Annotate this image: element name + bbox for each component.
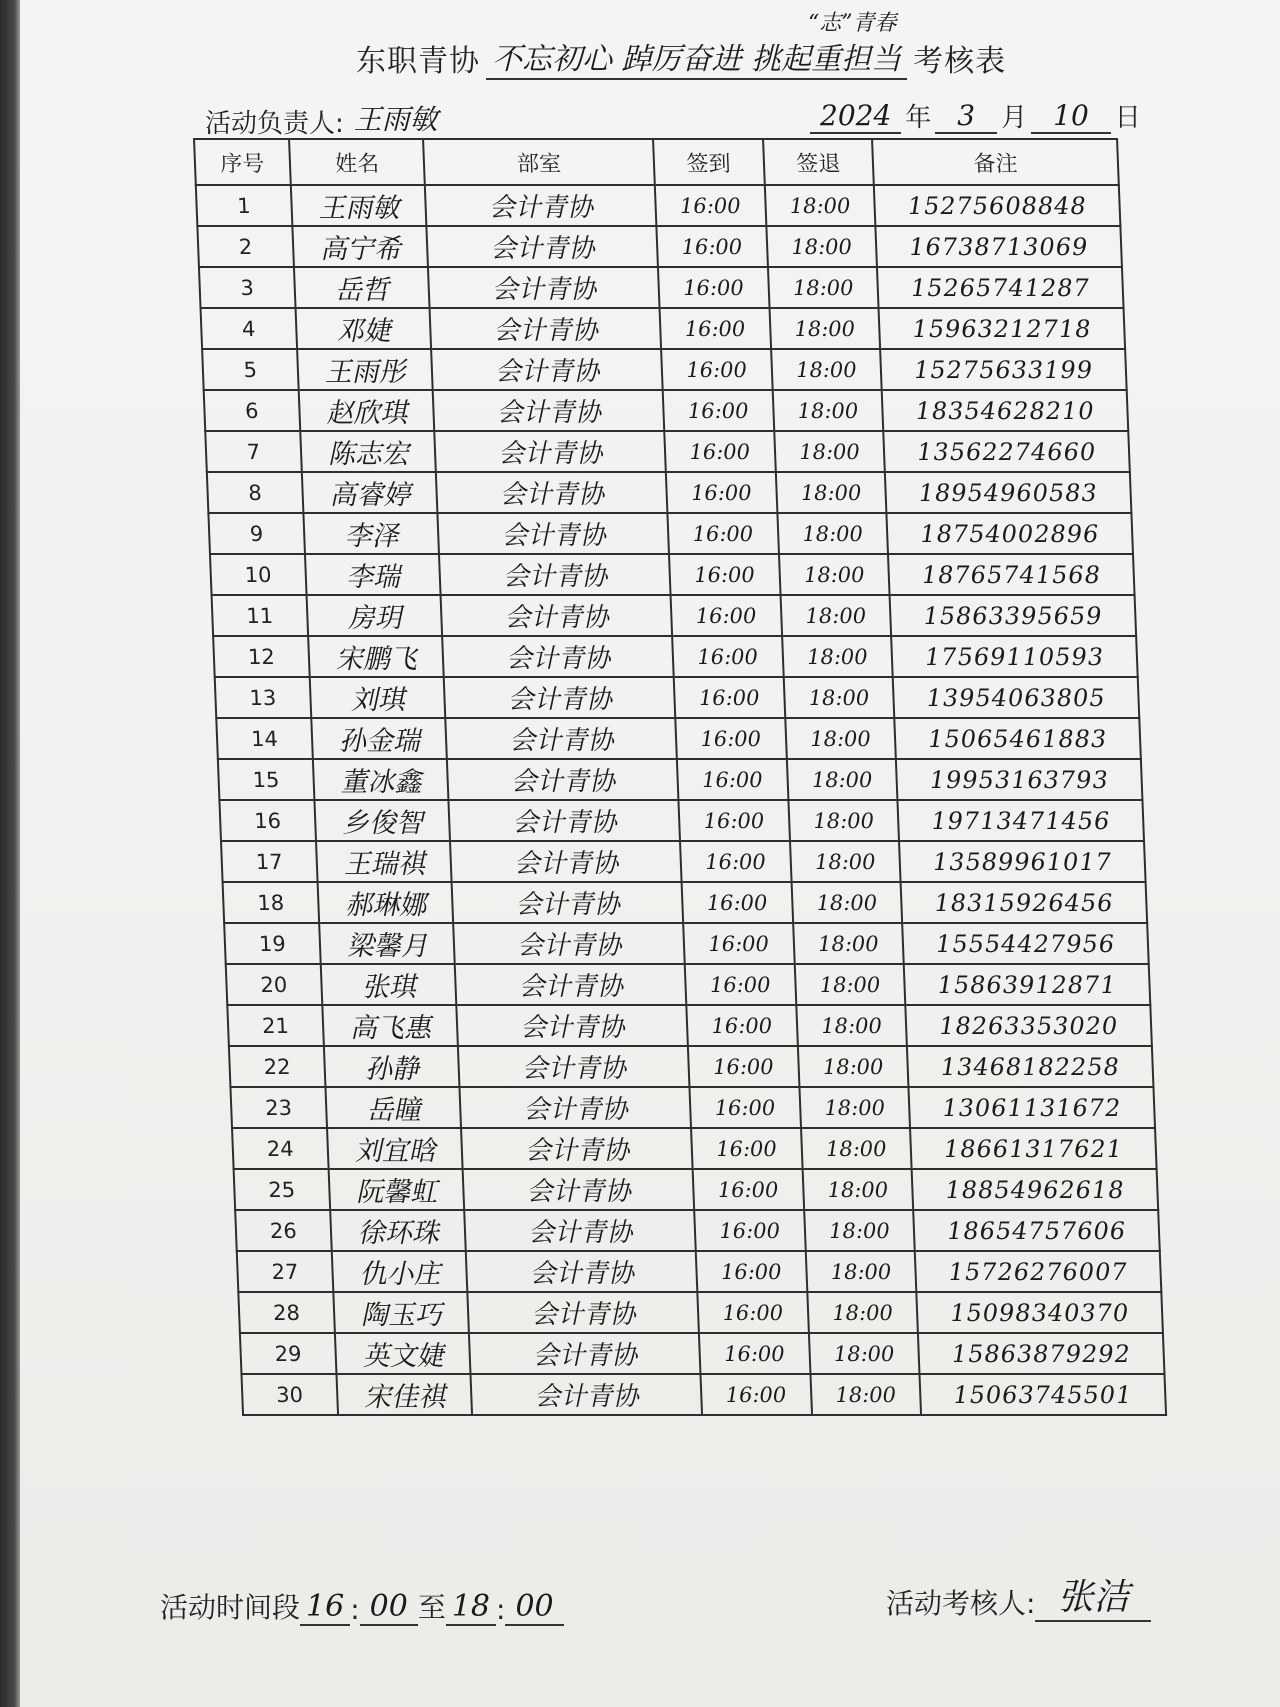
check-in-time: 16:00 xyxy=(667,513,778,554)
col-header-no: 序号 xyxy=(194,139,291,185)
row-number: 23 xyxy=(230,1087,326,1128)
attendance-table xyxy=(193,138,1167,1416)
check-in-time: 16:00 xyxy=(691,1128,802,1169)
note-phone: 13562274660 xyxy=(884,431,1130,472)
table-row xyxy=(215,677,1140,718)
row-number: 15 xyxy=(218,759,314,800)
check-in-time: 16:00 xyxy=(700,1374,811,1415)
table-row xyxy=(208,513,1133,554)
note-phone: 13954063805 xyxy=(893,677,1139,718)
check-out-time: 18:00 xyxy=(799,1087,910,1128)
check-out-time: 18:00 xyxy=(797,1046,908,1087)
date-line xyxy=(810,90,1141,134)
check-in-time: 16:00 xyxy=(658,267,769,308)
row-number: 6 xyxy=(204,390,300,431)
department: 会计青协 xyxy=(469,1333,700,1374)
check-out-time: 18:00 xyxy=(783,677,894,718)
table-row xyxy=(204,390,1129,431)
table-row xyxy=(207,472,1132,513)
row-number: 14 xyxy=(216,718,312,759)
row-number: 9 xyxy=(208,513,304,554)
row-number: 4 xyxy=(201,308,297,349)
end-minute: 00 xyxy=(505,1589,563,1626)
check-in-time: 16:00 xyxy=(659,308,770,349)
member-name: 王雨敏 xyxy=(291,185,427,226)
to-label: 至 xyxy=(417,1591,446,1624)
row-number: 7 xyxy=(205,431,301,472)
row-number: 18 xyxy=(223,882,319,923)
member-name: 董冰鑫 xyxy=(313,759,449,800)
note-phone: 15275608848 xyxy=(874,185,1120,226)
check-out-time: 18:00 xyxy=(793,923,904,964)
department: 会计青协 xyxy=(432,349,663,390)
table-row xyxy=(199,267,1124,308)
reviewer-label: 活动考核人: xyxy=(886,1587,1036,1620)
table-row xyxy=(212,595,1137,636)
department: 会计青协 xyxy=(454,923,685,964)
row-number: 21 xyxy=(227,1005,323,1046)
row-number: 25 xyxy=(234,1169,330,1210)
check-in-time: 16:00 xyxy=(672,636,783,677)
department: 会计青协 xyxy=(465,1210,696,1251)
check-in-time: 16:00 xyxy=(662,390,773,431)
col-header-note: 备注 xyxy=(872,139,1118,185)
department: 会计青协 xyxy=(435,431,666,472)
department: 会计青协 xyxy=(455,964,686,1005)
table-row xyxy=(213,636,1138,677)
table-row xyxy=(218,759,1143,800)
check-in-time: 16:00 xyxy=(666,472,777,513)
check-out-time: 18:00 xyxy=(780,595,891,636)
member-name: 宋佳祺 xyxy=(336,1374,472,1415)
check-in-time: 16:00 xyxy=(670,595,781,636)
department: 会计青协 xyxy=(441,595,672,636)
title-superscript: “志”青春 xyxy=(808,11,897,36)
period-label: 活动时间段 xyxy=(160,1591,301,1624)
note-phone: 19953163793 xyxy=(896,759,1142,800)
department: 会计青协 xyxy=(444,677,675,718)
form-title xyxy=(356,30,1006,80)
member-name: 阮馨虹 xyxy=(328,1169,464,1210)
department: 会计青协 xyxy=(433,390,664,431)
check-out-time: 18:00 xyxy=(796,1005,907,1046)
check-in-time: 16:00 xyxy=(699,1333,810,1374)
member-name: 英文婕 xyxy=(335,1333,471,1374)
check-in-time: 16:00 xyxy=(675,718,786,759)
title-suffix: 考核表 xyxy=(913,44,1007,79)
check-out-time: 18:00 xyxy=(785,718,896,759)
member-name: 刘宜晗 xyxy=(327,1128,463,1169)
row-number: 30 xyxy=(241,1374,337,1415)
department: 会计青协 xyxy=(452,882,683,923)
check-out-time: 18:00 xyxy=(769,308,880,349)
note-phone: 18661317621 xyxy=(910,1128,1156,1169)
member-name: 梁馨月 xyxy=(319,923,455,964)
check-out-time: 18:00 xyxy=(805,1251,916,1292)
row-number: 12 xyxy=(213,636,309,677)
table-row xyxy=(197,226,1122,267)
leader-value: 王雨敏 xyxy=(344,98,448,140)
table-header-row xyxy=(194,139,1119,185)
member-name: 李瑞 xyxy=(305,554,441,595)
day-value: 10 xyxy=(1031,99,1111,134)
day-label: 日 xyxy=(1114,103,1141,133)
check-in-time: 16:00 xyxy=(678,800,789,841)
member-name: 岳哲 xyxy=(294,267,430,308)
member-name: 高飞惠 xyxy=(322,1005,458,1046)
note-phone: 18954960583 xyxy=(885,472,1131,513)
table-row xyxy=(223,882,1148,923)
member-name: 高宁希 xyxy=(292,226,428,267)
row-number: 10 xyxy=(210,554,306,595)
department: 会计青协 xyxy=(447,759,678,800)
table-row xyxy=(227,1005,1152,1046)
check-in-time: 16:00 xyxy=(656,226,767,267)
table-row xyxy=(229,1046,1154,1087)
check-out-time: 18:00 xyxy=(801,1128,912,1169)
check-in-time: 16:00 xyxy=(696,1251,807,1292)
check-out-time: 18:00 xyxy=(766,226,877,267)
row-number: 13 xyxy=(215,677,311,718)
check-in-time: 16:00 xyxy=(677,759,788,800)
note-phone: 15963212718 xyxy=(879,308,1125,349)
note-phone: 15863912871 xyxy=(904,964,1150,1005)
row-number: 19 xyxy=(224,923,320,964)
row-number: 17 xyxy=(221,841,317,882)
start-hour: 16 xyxy=(300,1589,350,1626)
table-row xyxy=(201,308,1126,349)
member-name: 李泽 xyxy=(303,513,439,554)
check-out-time: 18:00 xyxy=(774,431,885,472)
colon-2: : xyxy=(496,1593,506,1626)
table-row xyxy=(237,1251,1162,1292)
check-in-time: 16:00 xyxy=(694,1210,805,1251)
check-in-time: 16:00 xyxy=(697,1292,808,1333)
check-out-time: 18:00 xyxy=(804,1210,915,1251)
department: 会计青协 xyxy=(439,554,670,595)
table-row xyxy=(238,1292,1163,1333)
table-row xyxy=(240,1333,1165,1374)
check-in-time: 16:00 xyxy=(683,923,794,964)
check-out-time: 18:00 xyxy=(782,636,893,677)
table-row xyxy=(235,1210,1160,1251)
col-header-name: 姓名 xyxy=(289,139,425,185)
row-number: 16 xyxy=(219,800,315,841)
member-name: 郝琳娜 xyxy=(317,882,453,923)
note-phone: 15065461883 xyxy=(895,718,1141,759)
activity-reviewer xyxy=(886,1566,1151,1622)
col-header-checkin: 签到 xyxy=(653,139,765,185)
end-hour: 18 xyxy=(446,1589,496,1626)
check-out-time: 18:00 xyxy=(775,472,886,513)
check-out-time: 18:00 xyxy=(768,267,879,308)
check-in-time: 16:00 xyxy=(669,554,780,595)
note-phone: 18354628210 xyxy=(882,390,1128,431)
table-row xyxy=(232,1128,1157,1169)
table-row xyxy=(205,431,1130,472)
leader-label: 活动负责人: xyxy=(205,109,344,139)
table-row xyxy=(241,1374,1166,1415)
check-in-time: 16:00 xyxy=(689,1087,800,1128)
department: 会计青协 xyxy=(471,1374,702,1415)
row-number: 27 xyxy=(237,1251,333,1292)
note-phone: 18765741568 xyxy=(888,554,1134,595)
member-name: 王瑞祺 xyxy=(316,841,452,882)
member-name: 高睿婷 xyxy=(302,472,438,513)
note-phone: 13589961017 xyxy=(899,841,1145,882)
reviewer-value: 张洁 xyxy=(1035,1569,1151,1622)
activity-period xyxy=(160,1580,564,1626)
department: 会计青协 xyxy=(450,841,681,882)
department: 会计青协 xyxy=(466,1251,697,1292)
department: 会计青协 xyxy=(438,513,669,554)
note-phone: 15265741287 xyxy=(877,267,1123,308)
row-number: 22 xyxy=(229,1046,325,1087)
row-number: 26 xyxy=(235,1210,331,1251)
member-name: 孙静 xyxy=(324,1046,460,1087)
check-in-time: 16:00 xyxy=(664,431,775,472)
check-out-time: 18:00 xyxy=(790,841,901,882)
check-in-time: 16:00 xyxy=(674,677,785,718)
member-name: 王雨彤 xyxy=(297,349,433,390)
check-in-time: 16:00 xyxy=(655,185,766,226)
title-handwritten-theme: 不忘初心 踔厉奋进 挑起重担当 xyxy=(486,34,907,80)
check-in-time: 16:00 xyxy=(681,882,792,923)
note-phone: 16738713069 xyxy=(876,226,1122,267)
table-body xyxy=(196,185,1166,1415)
note-phone: 15098340370 xyxy=(917,1292,1163,1333)
check-in-time: 16:00 xyxy=(680,841,791,882)
note-phone: 15863395659 xyxy=(890,595,1136,636)
month-value: 3 xyxy=(935,99,997,134)
col-header-dept: 部室 xyxy=(423,139,654,185)
member-name: 徐环珠 xyxy=(330,1210,466,1251)
table-row xyxy=(210,554,1135,595)
department: 会计青协 xyxy=(425,185,656,226)
check-out-time: 18:00 xyxy=(802,1169,913,1210)
department: 会计青协 xyxy=(457,1005,688,1046)
table-row xyxy=(226,964,1151,1005)
department: 会计青协 xyxy=(458,1046,689,1087)
member-name: 岳瞳 xyxy=(325,1087,461,1128)
member-name: 刘琪 xyxy=(309,677,445,718)
note-phone: 13061131672 xyxy=(909,1087,1155,1128)
row-number: 11 xyxy=(212,595,308,636)
department: 会计青协 xyxy=(468,1292,699,1333)
note-phone: 15863879292 xyxy=(918,1333,1164,1374)
table-row xyxy=(221,841,1146,882)
check-out-time: 18:00 xyxy=(810,1374,921,1415)
check-out-time: 18:00 xyxy=(771,349,882,390)
member-name: 邓婕 xyxy=(295,308,431,349)
note-phone: 19713471456 xyxy=(898,800,1144,841)
table-row xyxy=(202,349,1127,390)
row-number: 2 xyxy=(197,226,293,267)
start-minute: 00 xyxy=(360,1589,418,1626)
department: 会计青协 xyxy=(463,1169,694,1210)
check-out-time: 18:00 xyxy=(764,185,875,226)
colon-1: : xyxy=(350,1593,360,1626)
year-value: 2024 xyxy=(810,99,901,134)
member-name: 仇小庄 xyxy=(331,1251,467,1292)
check-out-time: 18:00 xyxy=(779,554,890,595)
check-in-time: 16:00 xyxy=(692,1169,803,1210)
note-phone: 15554427956 xyxy=(902,923,1148,964)
table-row xyxy=(219,800,1144,841)
check-out-time: 18:00 xyxy=(807,1292,918,1333)
year-label: 年 xyxy=(905,103,932,133)
row-number: 8 xyxy=(207,472,303,513)
table-row xyxy=(196,185,1121,226)
row-number: 28 xyxy=(238,1292,334,1333)
department: 会计青协 xyxy=(460,1087,691,1128)
table-row xyxy=(230,1087,1155,1128)
check-out-time: 18:00 xyxy=(777,513,888,554)
check-in-time: 16:00 xyxy=(688,1046,799,1087)
table-row xyxy=(224,923,1149,964)
note-phone: 18654757606 xyxy=(913,1210,1159,1251)
member-name: 赵欣琪 xyxy=(298,390,434,431)
title-prefix: 东职青协 xyxy=(356,44,480,79)
check-in-time: 16:00 xyxy=(686,1005,797,1046)
note-phone: 15726276007 xyxy=(915,1251,1161,1292)
month-label: 月 xyxy=(1001,103,1028,133)
check-out-time: 18:00 xyxy=(772,390,883,431)
row-number: 29 xyxy=(240,1333,336,1374)
member-name: 张琪 xyxy=(320,964,456,1005)
member-name: 陈志宏 xyxy=(300,431,436,472)
note-phone: 17569110593 xyxy=(891,636,1137,677)
note-phone: 15275633199 xyxy=(880,349,1126,390)
row-number: 20 xyxy=(226,964,322,1005)
department: 会计青协 xyxy=(436,472,667,513)
member-name: 宋鹏飞 xyxy=(308,636,444,677)
department: 会计青协 xyxy=(428,267,659,308)
check-in-time: 16:00 xyxy=(685,964,796,1005)
member-name: 孙金瑞 xyxy=(311,718,447,759)
check-out-time: 18:00 xyxy=(788,800,899,841)
note-phone: 18263353020 xyxy=(906,1005,1152,1046)
note-phone: 13468182258 xyxy=(907,1046,1153,1087)
check-out-time: 18:00 xyxy=(794,964,905,1005)
table-row xyxy=(234,1169,1159,1210)
department: 会计青协 xyxy=(461,1128,692,1169)
member-name: 陶玉巧 xyxy=(333,1292,469,1333)
department: 会计青协 xyxy=(430,308,661,349)
check-out-time: 18:00 xyxy=(808,1333,919,1374)
department: 会计青协 xyxy=(427,226,658,267)
department: 会计青协 xyxy=(449,800,680,841)
member-name: 乡俊智 xyxy=(314,800,450,841)
row-number: 3 xyxy=(199,267,295,308)
row-number: 24 xyxy=(232,1128,328,1169)
row-number: 5 xyxy=(202,349,298,390)
check-out-time: 18:00 xyxy=(786,759,897,800)
department: 会计青协 xyxy=(446,718,677,759)
check-out-time: 18:00 xyxy=(791,882,902,923)
note-phone: 18754002896 xyxy=(887,513,1133,554)
note-phone: 15063745501 xyxy=(920,1374,1166,1415)
note-phone: 18854962618 xyxy=(912,1169,1158,1210)
table-row xyxy=(216,718,1141,759)
member-name: 房玥 xyxy=(306,595,442,636)
department: 会计青协 xyxy=(443,636,674,677)
check-in-time: 16:00 xyxy=(661,349,772,390)
row-number: 1 xyxy=(196,185,292,226)
col-header-checkout: 签退 xyxy=(763,139,875,185)
note-phone: 18315926456 xyxy=(901,882,1147,923)
